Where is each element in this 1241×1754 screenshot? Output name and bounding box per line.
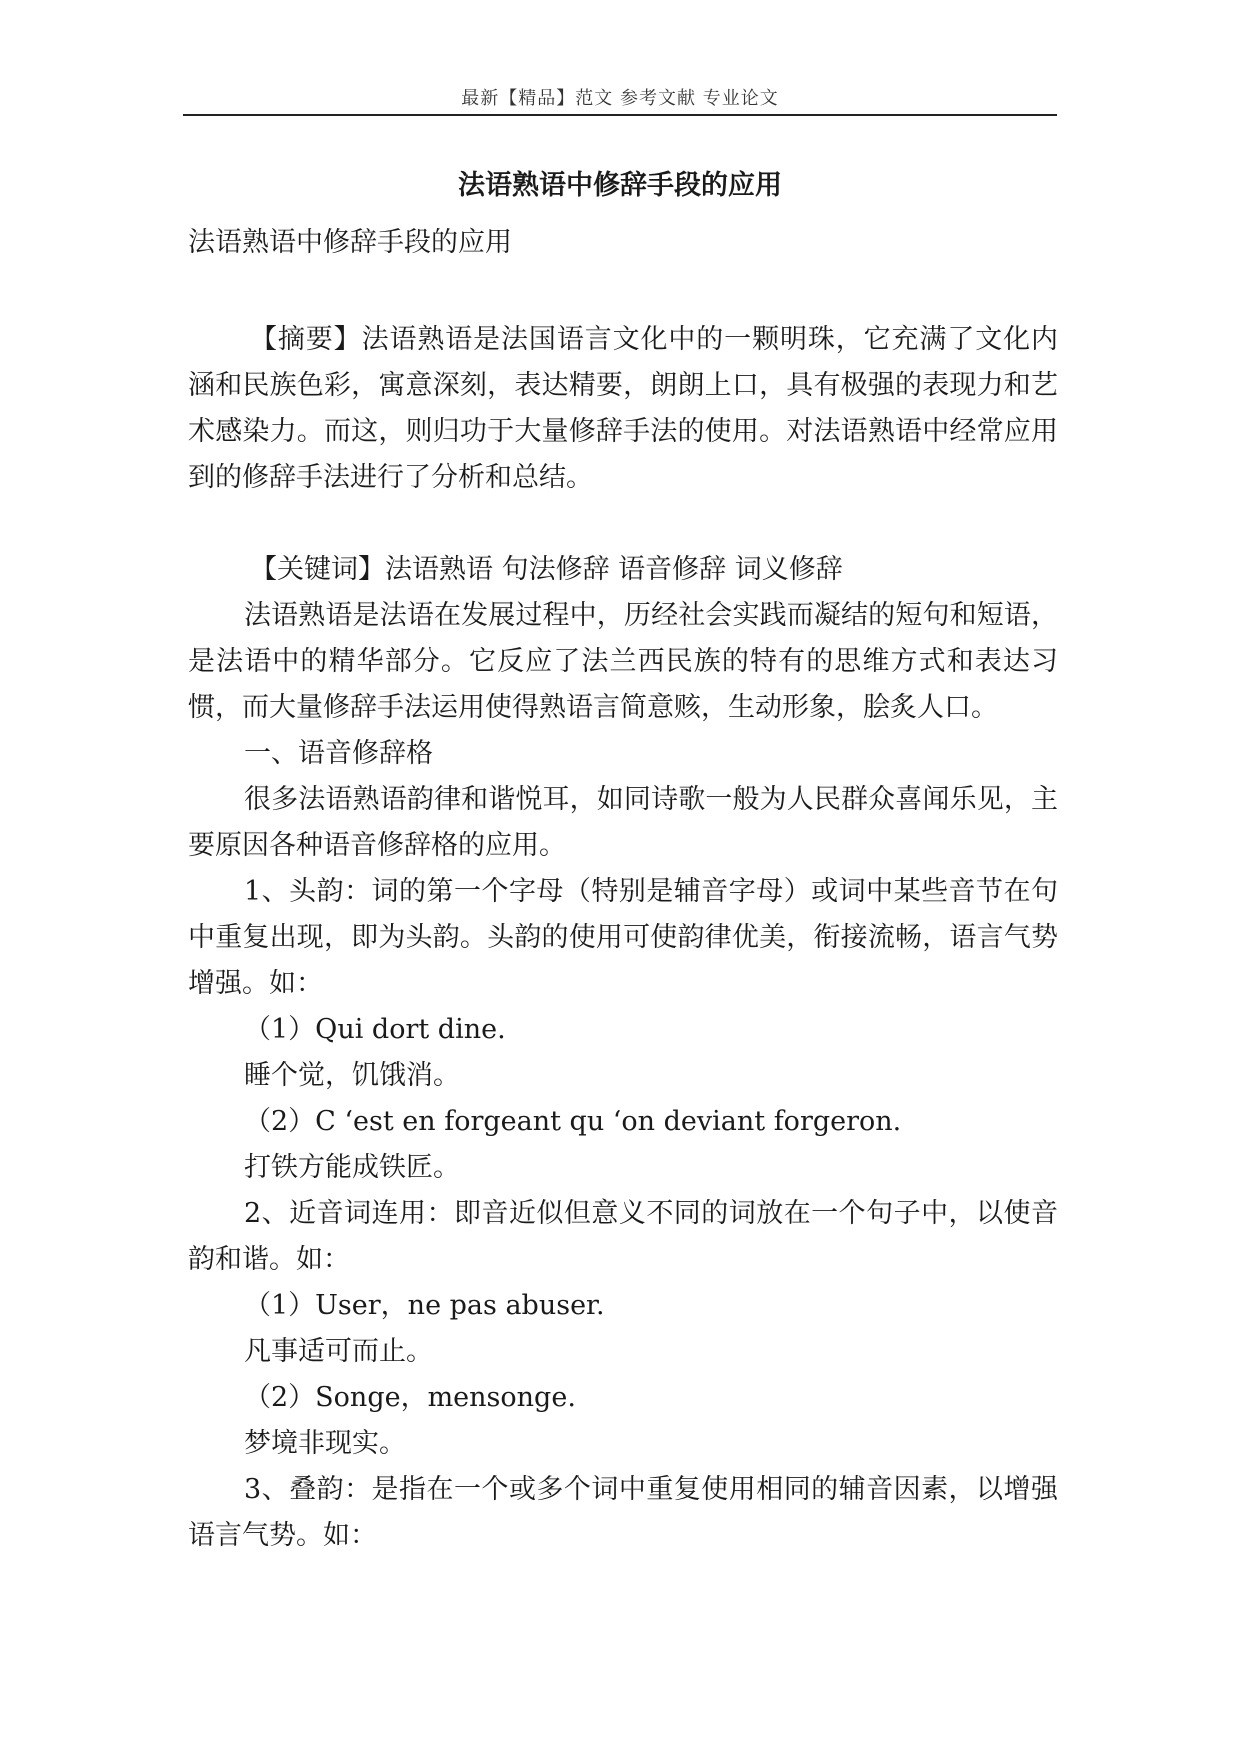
- example-translation: 梦境非现实。: [244, 1428, 406, 1459]
- document-body: [188, 220, 1058, 1559]
- body-paragraph: 法语熟语是法语在发展过程中，历经社会实践而凝结的短句和短语，是法语中的精华部分。它反应了法兰西民族的特有的思维方式和表达习惯，而大量修辞手法运用使得熟语言简意赅，生动形象，脍炙人口。: [188, 600, 1058, 723]
- example-french: （1）User，ne pas abuser.: [244, 1290, 605, 1321]
- abstract-paragraph: 【摘要】法语熟语是法国语言文化中的一颗明珠，它充满了文化内涵和民族色彩，寓意深刻，表达精要，朗朗上口，具有极强的表现力和艺术感染力。而这，则归功于大量修辞手法的使用。对法语熟语中经常应用到的修辞手法进行了分析和总结。: [188, 324, 1058, 493]
- example-translation: 凡事适可而止。: [244, 1336, 433, 1367]
- page-header: 最新【精品】范文 参考文献 专业论文: [461, 88, 779, 109]
- section-heading: 一、语音修辞格: [244, 738, 433, 769]
- example-translation: 睡个觉，饥饿消。: [244, 1060, 460, 1091]
- header-divider: [183, 114, 1057, 116]
- subtitle-paragraph: 法语熟语中修辞手段的应用: [188, 227, 512, 258]
- document-title: 法语熟语中修辞手段的应用: [458, 170, 782, 201]
- keywords-paragraph: 【关键词】法语熟语 句法修辞 语音修辞 词义修辞: [250, 554, 843, 585]
- body-paragraph: 1、头韵：词的第一个字母（特别是辅音字母）或词中某些音节在句中重复出现，即为头韵。头韵的使用可使韵律优美，衔接流畅，语言气势增强。如：: [188, 876, 1058, 999]
- body-paragraph: 很多法语熟语韵律和谐悦耳，如同诗歌一般为人民群众喜闻乐见，主要原因各种语音修辞格的应用。: [188, 784, 1058, 861]
- example-french: （2）C ‘est en forgeant qu ‘on deviant forgeron.: [244, 1106, 902, 1137]
- example-french: （1）Qui dort dine.: [244, 1014, 506, 1045]
- example-translation: 打铁方能成铁匠。: [244, 1152, 460, 1183]
- example-french: （2）Songe，mensonge.: [244, 1382, 576, 1413]
- body-paragraph: 3、叠韵：是指在一个或多个词中重复使用相同的辅音因素，以增强语言气势。如：: [188, 1474, 1058, 1551]
- body-paragraph: 2、近音词连用：即音近似但意义不同的词放在一个句子中，以使音韵和谐。如：: [188, 1198, 1058, 1275]
